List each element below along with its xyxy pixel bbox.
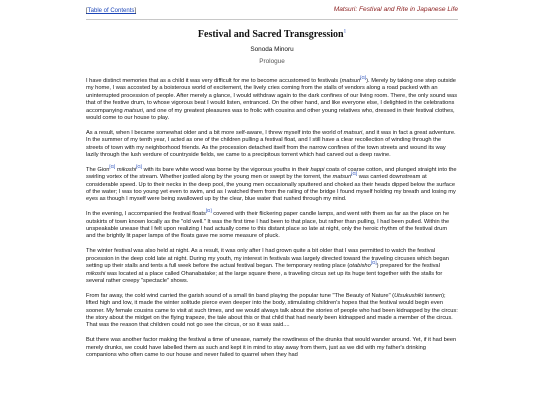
paragraph-text: ); lifted high and low, it made the winter solitude pierce even deeper into the body, stimulating children's hopes that the festival would begin even sooner. My female cousins came to visit at such times, and we would always talk about the stories of people who had been kidnapped by the circus: the story about the midget on the flying trapeze, the tale about this or that child that had nearly been kidnapped and made a member of the circus. That was the reason that children could not go see the circus, or so it was said.... xyxy=(86,292,458,329)
paragraph-text: I have distinct memories that as a child it was very difficult for me to become accustomed to festivals ( xyxy=(86,78,342,84)
body-paragraph xyxy=(86,163,458,204)
italic-term: mikoshi xyxy=(86,270,106,277)
paragraph-text: ) prepared for the festival xyxy=(376,263,440,270)
body-paragraph xyxy=(86,75,458,122)
paragraph-text: In the evening, I accompanied the festival floats xyxy=(86,211,206,218)
italic-term: matsuri xyxy=(341,78,361,84)
glossary-link[interactable]: [G] xyxy=(109,163,116,169)
article-title-text: Festival and Sacred Transgression xyxy=(197,29,344,40)
italic-term: matsuri xyxy=(332,174,352,181)
section-heading: Prologue xyxy=(259,58,285,65)
glossary-link[interactable]: [G] xyxy=(360,75,367,81)
glossary-link[interactable]: [G] xyxy=(136,163,142,169)
paragraph-text: was carried downstream at considerable speed. Up to their necks in the deep pool, the young men occasionally sputtered and choked as their heads dipped below the surface of the water; I was too young yet even to swim, and as I watched them from the railing of the bridge I found myself holding my breath and losing my eyes as though I myself were being swallowed up by the clear, blue water that rushed through my mind. xyxy=(86,174,456,203)
paragraph-text: The winter festival was also held at night. As a result, it was only after I had grown quite a bit older that I was permitted to watch the festival procession in the deep cold late at night. During my youth, my interest in festivals was largely directed toward the traveling circuses which began setting up their stalls and tents a full week before the actual festival began. The temporary resting place ( xyxy=(86,248,449,270)
paragraph-text: covered with their flickering paper candle lamps, and went with them as far as the place on he outskirts of town known locally as the "old well." It was the first time I had been to that place, but rather than pulling, I had been pulled. Within the unspeakable unease that I felt upon realizing I had actually come to this distant place so late at night, only the heroic rhythm of the festival drum and the brightly lit paper lamps of the floats gave me some measure of pluck. xyxy=(86,211,450,240)
table-of-contents-label[interactable]: Table of Contents xyxy=(87,8,135,14)
paragraph-text: , and it was in fact a great adventure. In the summer of my tenth year, I acted as one of the children pulling a festival float, and I still have a clear recollection of winding through the streets of town with my neighborhood friends. As the procession detached itself from the narrow confines of the town streets and wound its way lazily through the lush verdure of countryside fields, we came to a precipitous torrent which had carved out a deep ravine. xyxy=(86,129,456,159)
body-paragraph xyxy=(86,208,458,241)
italic-term: mikoshi xyxy=(116,166,137,173)
glossary-link[interactable]: [G] xyxy=(205,208,212,214)
paragraph-text: The Gion xyxy=(86,166,110,173)
glossary-link[interactable]: [G] xyxy=(370,260,377,266)
italic-term: otabisho xyxy=(349,263,371,270)
paragraph-text: coats of coarse cotton, and plunged straight into the swirling vortex of the stream. Whether jostled along by the young men or swept by the torrent, the xyxy=(86,166,457,181)
body-paragraph xyxy=(86,337,458,359)
article-body xyxy=(86,75,458,367)
running-title: Matsuri: Festival and Rite in Japanese Life xyxy=(333,6,458,13)
paragraph-text: with its bare white wood was borne by the vigorous youths in their xyxy=(142,166,311,173)
paragraph-text: , and one of my greatest pleasures was to frolic with cousins and other young relatives who, dressed in their festival clothes, would come to our house to play. xyxy=(86,107,455,122)
italic-term: matsuri xyxy=(343,129,363,136)
top-bar xyxy=(86,6,458,18)
italic-term: happi xyxy=(310,166,325,173)
table-of-contents-link[interactable]: [Table of Contents] xyxy=(86,8,137,14)
italic-term: Utsukushiki tennen xyxy=(394,292,443,299)
title-footnote-link[interactable]: 1 xyxy=(343,29,347,35)
glossary-link[interactable]: [G] xyxy=(351,171,358,177)
paragraph-text: From far away, the cold wind carried the garish sound of a small tin band playing the popular tune "The Beauty of Nature" ( xyxy=(86,292,395,299)
header-divider xyxy=(86,19,458,20)
body-paragraph xyxy=(86,130,458,160)
paragraph-text: was located at a place called Ohanabatake; at the large square there, a traveling circus set up its huge tent together with the stalls for several rather creepy "spectacle" shows. xyxy=(86,270,443,284)
paragraph-text: As a result, when I became somewhat older and a bit more self-aware, I threw myself into the world of xyxy=(86,129,344,136)
article-author: Sonoda Minoru xyxy=(250,46,294,53)
body-paragraph xyxy=(86,293,458,330)
body-paragraph xyxy=(86,248,458,285)
article-title xyxy=(86,29,458,40)
italic-term: matsuri xyxy=(124,107,143,114)
paragraph-text: But there was another factor making the festival a time of unease, namely the rowdiness of the drunks that would wander around. Yet, if it had been merely drunks, we could have labelled them as such and kept it in mind to stay away from them, just as we did with my father's drinking companions who often came to our house and never failed to quarrel when they had xyxy=(86,337,457,358)
paragraph-text: ). Merely by taking one step outside my home, I was accosted by a boisterous world of excitement, the lively cries coming from the stalls of vendors along a road packed with an uninterrupted procession of people. After merely a glance, I would withdraw again to the dark confines of our living room. There, the only sound was that of the festive drum, to whose vigorous beat I would listen, entranced. On the other hand, and like everyone else, I delighted in the celebrations accompanying xyxy=(86,78,458,114)
